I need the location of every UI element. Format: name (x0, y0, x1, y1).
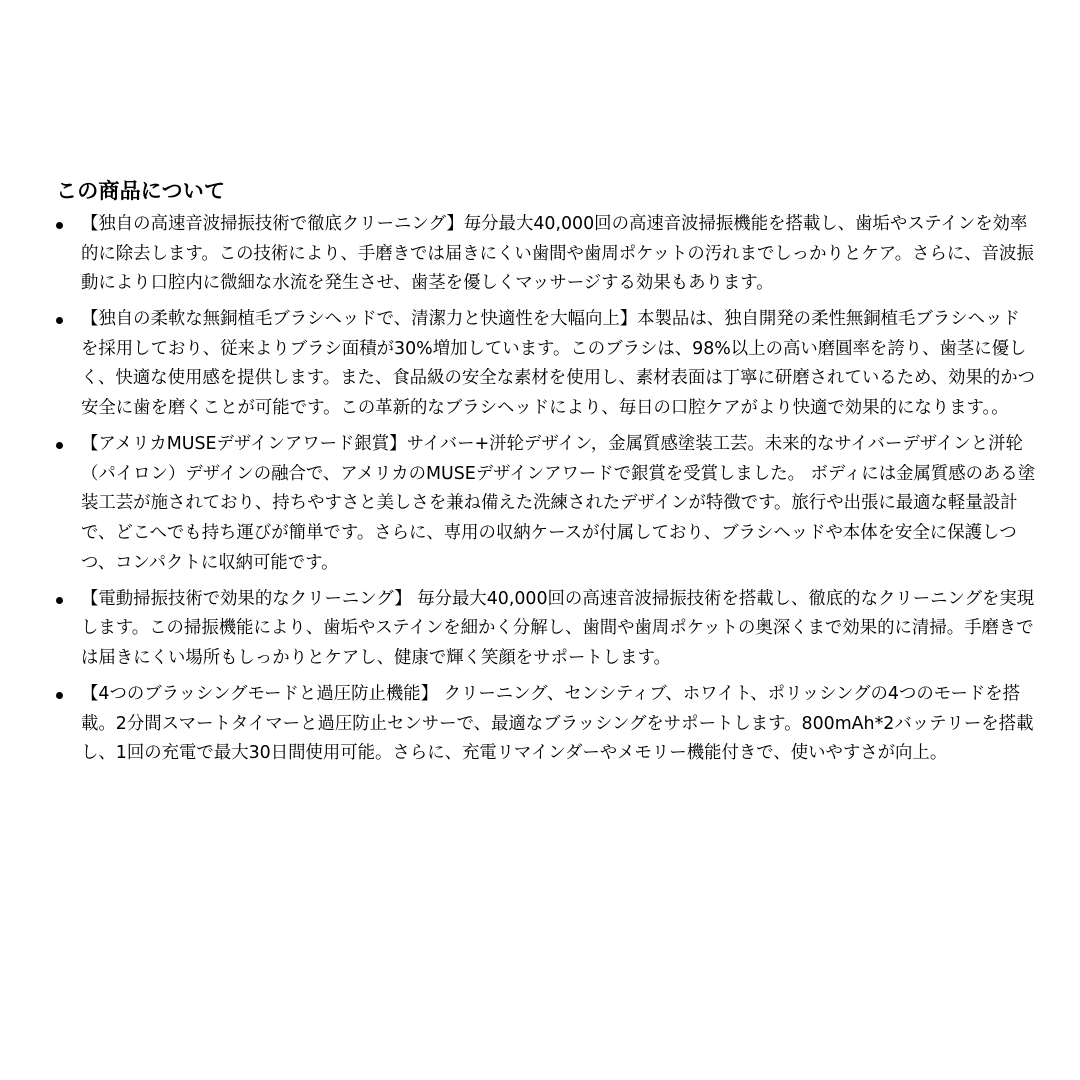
bullet-icon (56, 317, 63, 324)
feature-text: 【アメリカMUSEデザインアワード銀賞】サイバー+洴轮デザイン，金属質感塗装工芸。未来的なサイバーデザインと洴轮（パイロン）デザインの融合で、アメリカのMUSEデザインアワードで銀賞を受賞しました。 ボディには金属質感のある塗装工芸が施されており、持ちやすさと美しさを兼ね備えた洗練されたデザインが特徴です。旅行や出張に最適な軽量設計で、どこへでも持ち運びが簡単です。さらに、専用の収納ケースが付属しており、ブラシヘッドや本体を安全に保護しつつ、コンパクトに収納可能です。 (81, 434, 1036, 573)
feature-item-sonic-cleaning (56, 210, 1036, 299)
feature-item-brushing-modes (56, 680, 1036, 769)
feature-text: 【独自の柔軟な無銅植毛ブラシヘッドで、清潔力と快適性を大幅向上】本製品は、独自開発の柔性無銅植毛ブラシヘッドを採用しており、従来よりブラシ面積が30%増加しています。このブラシは、98%以上の高い磨圓率を誇り、歯茎に優しく、快適な使用感を提供します。また、食品級の安全な素材を使用し、素材表面は丁寧に研磨されているため、効果的かつ安全に歯を磨くことが可能です。この革新的なブラシヘッドにより、毎日の口腔ケアがより快適で効果的になります。。 (81, 309, 1036, 419)
feature-text: 【4つのブラッシングモードと過圧防止機能】 クリーニング、センシティブ、ホワイト、ポリッシングの4つのモードを搭載。2分間スマートタイマーと過圧防止センサーで、最適なブラッシングをサポートします。800mAh*2バッテリーを搭載し、1回の充電で最大30日間使用可能。さらに、充電リマインダーやメモリー機能付きで、使いやすさが向上。 (81, 683, 1034, 764)
feature-item-brush-head (56, 305, 1036, 423)
section-heading: この商品について (56, 179, 226, 203)
bullet-icon (56, 692, 63, 699)
feature-item-electric-cleaning (56, 585, 1036, 674)
bullet-icon (56, 222, 63, 229)
product-about-section (56, 176, 1036, 775)
feature-text: 【独自の高速音波掃振技術で徹底クリーニング】毎分最大40,000回の高速音波掃振機能を搭載し、歯垢やステインを効率的に除去します。この技術により、手磨きでは届きにくい歯間や歯周ポケットの汚れまでしっかりとケア。さらに、音波振動により口腔内に微細な水流を発生させ、歯茎を優しくマッサージする効果もあります。 (81, 214, 1034, 294)
feature-item-design-award (56, 430, 1036, 578)
bullet-icon (56, 597, 63, 604)
feature-list (56, 210, 1036, 769)
feature-text: 【電動掃振技術で効果的なクリーニング】 毎分最大40,000回の高速音波掃振技術を搭載し、徹底的なクリーニングを実現します。この掃振機能により、歯垢やステインを細かく分解し、歯間や歯周ポケットの奥深くまで効果的に清掃。手磨きでは届きにくい場所もしっかりとケアし、健康で輝く笑顔をサポートします。 (81, 588, 1035, 668)
bullet-icon (56, 442, 63, 449)
